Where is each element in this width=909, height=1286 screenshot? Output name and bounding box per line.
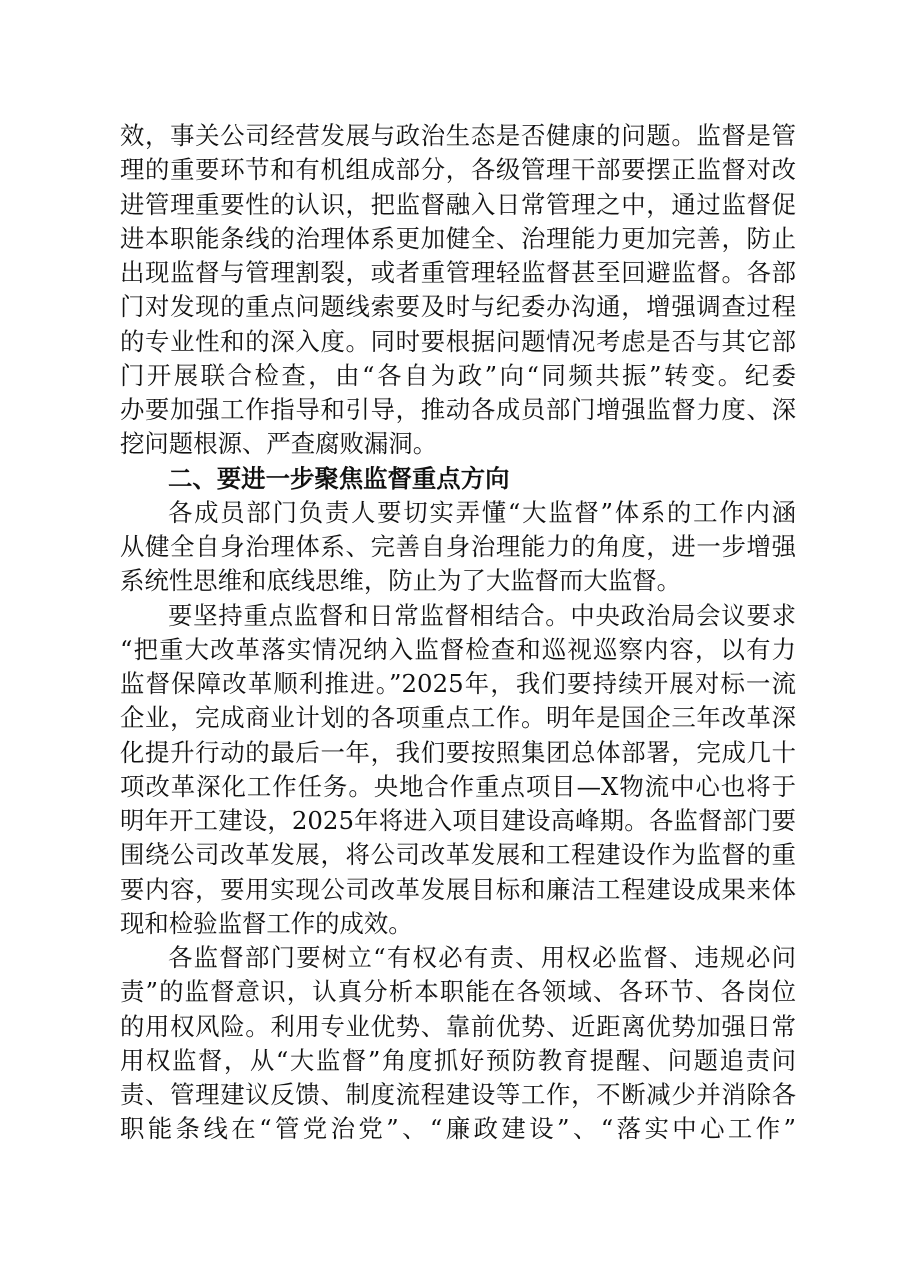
paragraph-line: 进本职能条线的治理体系更加健全、治理能力更加完善，防止 <box>120 223 796 253</box>
document-page <box>120 119 796 1147</box>
paragraph-line: 系统性思维和底线思维，防止为了大监督而大监督。 <box>120 566 681 596</box>
paragraph-line: 效，事关公司经营发展与政治生态是否健康的问题。监督是管 <box>120 121 796 150</box>
paragraph-line: 监督保障改革顺利推进。”2025年，我们要持续开展对标一流 <box>120 669 796 698</box>
paragraph-line: 从健全自身治理体系、完善自身治理能力的角度，进一步增强 <box>120 532 796 561</box>
paragraph-line: 各成员部门负责人要切实弄懂“大监督”体系的工作内涵 <box>168 497 796 527</box>
paragraph-line: 企业，完成商业计划的各项重点工作。明年是国企三年改革深 <box>120 703 796 733</box>
paragraph-line: 各监督部门要树立“有权必有责、用权必监督、违规必问 <box>168 943 796 972</box>
paragraph-line: 责”的监督意识，认真分析本职能在各领域、各环节、各岗位 <box>120 977 796 1007</box>
paragraph-line: 门开展联合检查，由“各自为政”向“同频共振”转变。纪委 <box>120 360 796 390</box>
paragraph-line: 进管理重要性的认识，把监督融入日常管理之中，通过监督促 <box>120 189 796 219</box>
paragraph-line: 现和检验监督工作的成效。 <box>120 908 413 938</box>
paragraph-line: 办要加强工作指导和引导，推动各成员部门增强监督力度、深 <box>120 395 796 424</box>
paragraph-line: 用权监督，从“大监督”角度抓好预防教育提醒、问题追责问 <box>120 1045 796 1075</box>
paragraph-line: 职能条线在“管党治党”、“廉政建设”、“落实中心工作” <box>120 1114 796 1144</box>
paragraph-line: 责、管理建议反馈、制度流程建设等工作，不断减少并消除各 <box>120 1080 796 1109</box>
paragraph-line: 化提升行动的最后一年，我们要按照集团总体部署，完成几十 <box>120 737 796 767</box>
paragraph-line: 项改革深化工作任务。央地合作重点项目—X物流中心也将于 <box>120 771 796 801</box>
paragraph-line: 挖问题根源、严查腐败漏洞。 <box>120 429 438 459</box>
paragraph-line: 门对发现的重点问题线索要及时与纪委办沟通，增强调查过程 <box>120 292 796 322</box>
paragraph-line: 的专业性和的深入度。同时要根据问题情况考虑是否与其它部 <box>120 326 796 356</box>
paragraph-line: “把重大改革落实情况纳入监督检查和巡视巡察内容，以有力 <box>120 634 796 664</box>
paragraph-line: 明年开工建设，2025年将进入项目建设高峰期。各监督部门要 <box>120 806 796 835</box>
section-heading: 二、要进一步聚焦监督重点方向 <box>168 463 510 493</box>
paragraph-line: 理的重要环节和有机组成部分，各级管理干部要摆正监督对改 <box>120 155 796 185</box>
paragraph-line: 要坚持重点监督和日常监督相结合。中央政治局会议要求 <box>168 600 796 630</box>
paragraph-line: 出现监督与管理割裂，或者重管理轻监督甚至回避监督。各部 <box>120 258 796 287</box>
paragraph-line: 的用权风险。利用专业优势、靠前优势、近距离优势加强日常 <box>120 1011 796 1041</box>
paragraph-line: 围绕公司改革发展，将公司改革发展和工程建设作为监督的重 <box>120 840 796 870</box>
paragraph-line: 要内容，要用实现公司改革发展目标和廉洁工程建设成果来体 <box>120 874 796 904</box>
